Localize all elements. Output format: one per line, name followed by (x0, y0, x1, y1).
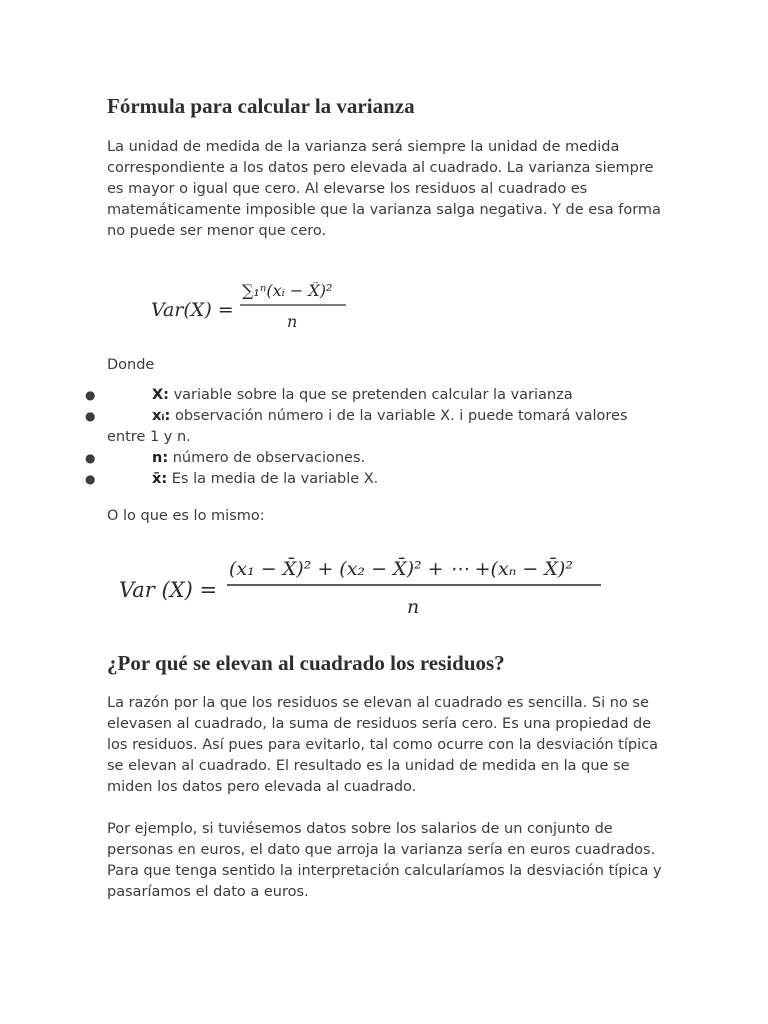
variable-description: variable sobre la que se pretenden calcular la varianza (168, 387, 573, 403)
list-item (85, 448, 662, 469)
variable-term: n: (152, 450, 169, 466)
variance-formula (107, 242, 662, 354)
section-heading: ¿Por qué se elevan al cuadrado los residuos? (107, 651, 505, 675)
list-item (85, 406, 662, 448)
list-item (85, 469, 662, 490)
expanded-variance-formula (107, 527, 662, 649)
variable-description: número de observaciones. (168, 450, 366, 466)
formula2-denominator: n (407, 596, 420, 618)
intro-paragraph: La unidad de medida de la varianza será siempre la unidad de medida correspondiente a los datos pero elevada al cuadrado. La varianza siempre es mayor o igual que cero. Al elevarse los residuos al cuadrado es matemáticamente imposible que la varianza salga negativa. Y de esa forma no puede ser menor que cero. (107, 139, 661, 239)
bullet-icon: ● (85, 388, 96, 402)
formula1-numerator: ∑₁ⁿ(xᵢ − X̄)² (242, 282, 333, 300)
variable-term: x̄: (152, 471, 168, 487)
formula1-lhs: Var(X) = (151, 299, 234, 321)
variable-description: observación número i de la variable X. i puede tomará valores entre 1 y n. (107, 408, 628, 445)
formula1-denominator: n (287, 312, 298, 331)
article-body (85, 92, 662, 903)
example-paragraph: Por ejemplo, si tuviésemos datos sobre los salarios de un conjunto de personas en euros, el dato que arroja la varianza sería en euros cuadrados. Para que tenga sentido la interpretación calcularíamos la desviación típica y pasaríamos el dato a euros. (107, 821, 662, 900)
variable-list (85, 385, 662, 490)
formula2-numerator: (x₁ − X̄)² + (x₂ − X̄)² + ⋯ +(xₙ − X̄)² (229, 558, 573, 580)
variable-term: xᵢ: (152, 408, 171, 424)
bullet-icon: ● (85, 409, 96, 423)
equivalence-label: O lo que es lo mismo: (107, 508, 265, 524)
list-item (85, 385, 662, 406)
formula2-lhs: Var (X) = (119, 578, 218, 602)
variable-term: X: (152, 387, 169, 403)
reason-paragraph: La razón por la que los residuos se elevan al cuadrado es sencilla. Si no se elevasen al cuadrado, la suma de residuos sería cero. Es una propiedad de los residuos. Así pues para evitarlo, tal como ocurre con la desviación típica se elevan al cuadrado. El resultado es la unidad de medida en la que se miden los datos pero elevada al cuadrado. (107, 695, 658, 795)
bullet-icon: ● (85, 472, 96, 486)
bullet-icon: ● (85, 451, 96, 465)
section-title: Fórmula para calcular la varianza (107, 94, 415, 118)
variable-description: Es la media de la variable X. (167, 471, 379, 487)
donde-label: Donde (107, 357, 155, 373)
